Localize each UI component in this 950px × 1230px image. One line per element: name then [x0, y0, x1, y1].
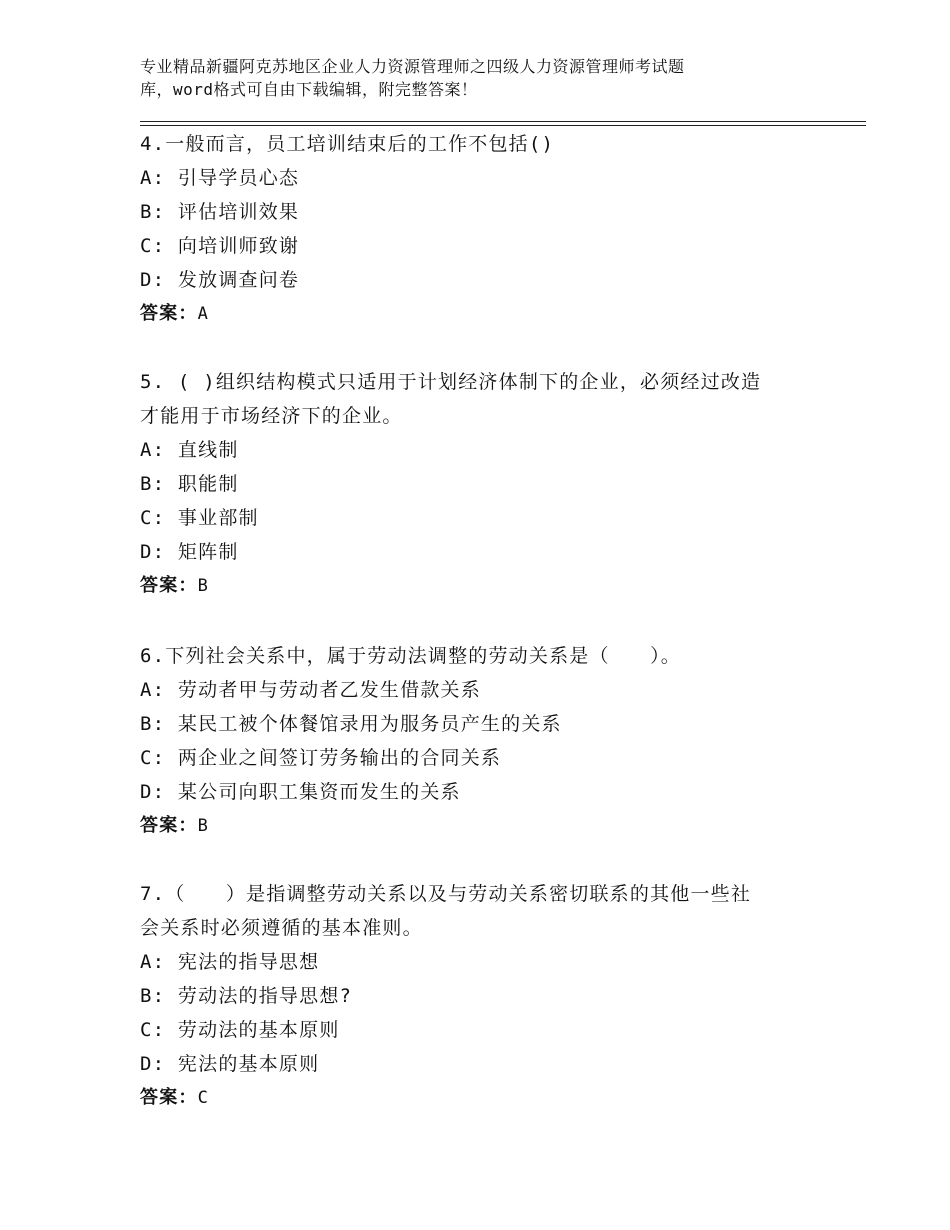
answer-line [140, 297, 830, 331]
option-b: B: 职能制 [140, 473, 239, 495]
question-stem: 4.一般而言，员工培训结束后的工作不包括() [140, 133, 555, 155]
header-divider-bottom [140, 125, 866, 126]
option-d: D: 宪法的基本原则 [140, 1053, 320, 1075]
option-d: D: 发放调查问卷 [140, 269, 300, 291]
question-stem: 7.（ ）是指调整劳动关系以及与劳动关系密切联系的其他一些社 [140, 883, 752, 905]
option-a: A: 宪法的指导思想 [140, 951, 320, 973]
question-stem-continued: 才能用于市场经济下的企业。 [140, 405, 403, 427]
option-c: C: 劳动法的基本原则 [140, 1019, 340, 1041]
answer-value: B [197, 576, 210, 596]
answer-line [140, 569, 830, 603]
answer-value: A [197, 304, 210, 324]
option-b: B: 评估培训效果 [140, 201, 300, 223]
option-a: A: 引导学员心态 [140, 167, 300, 189]
header-line-2: 库，word格式可自由下载编辑，附完整答案！ [140, 80, 478, 99]
option-b: B: 劳动法的指导思想? [140, 985, 353, 1007]
header-divider-top [140, 121, 866, 122]
answer-line [140, 809, 830, 843]
answer-label: 答案： [140, 303, 198, 324]
answer-value: B [197, 816, 210, 836]
answer-value: C [197, 1088, 210, 1108]
answer-label: 答案： [140, 1087, 198, 1108]
option-a: A: 直线制 [140, 439, 239, 461]
header-line-1: 专业精品新疆阿克苏地区企业人力资源管理师之四级人力资源管理师考试题 [140, 57, 685, 76]
question-stem: 6.下列社会关系中，属于劳动法调整的劳动关系是（ ）。 [140, 645, 681, 667]
question-5 [140, 365, 830, 603]
option-d: D: 某公司向职工集资而发生的关系 [140, 781, 461, 803]
option-d: D: 矩阵制 [140, 541, 239, 563]
question-7 [140, 877, 830, 1115]
answer-line [140, 1081, 830, 1115]
option-c: C: 事业部制 [140, 507, 259, 529]
option-b: B: 某民工被个体餐馆录用为服务员产生的关系 [140, 713, 562, 735]
answer-label: 答案： [140, 815, 198, 836]
document-header [140, 55, 840, 101]
question-stem-continued: 会关系时必须遵循的基本准则。 [140, 917, 423, 939]
option-c: C: 两企业之间签订劳务输出的合同关系 [140, 747, 502, 769]
question-stem: 5. ( )组织结构模式只适用于计划经济体制下的企业，必须经过改造 [140, 371, 762, 393]
answer-label: 答案： [140, 575, 198, 596]
question-4 [140, 127, 830, 331]
option-a: A: 劳动者甲与劳动者乙发生借款关系 [140, 679, 481, 701]
option-c: C: 向培训师致谢 [140, 235, 300, 257]
question-6 [140, 639, 830, 843]
